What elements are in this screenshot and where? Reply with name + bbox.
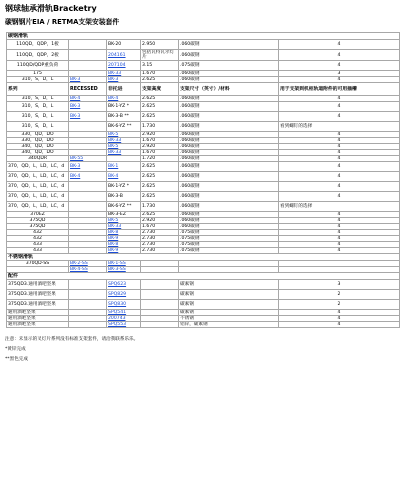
cell-series: 432 <box>7 236 69 242</box>
cell-size-material: .060碳钢 <box>179 192 279 202</box>
cell-slots: 看到螺钉的选择 <box>279 122 400 132</box>
table-row <box>7 162 400 172</box>
cell-series: 110QD，QDP，2板 <box>7 50 69 61</box>
cell-size-material: .060碳钢 <box>179 172 279 182</box>
cell-height: 1.670 <box>141 138 179 144</box>
cell-series: 375QD <box>7 218 69 224</box>
header-recessed: RECESSED <box>69 83 107 96</box>
part-number-link[interactable]: BK-4 <box>108 96 119 101</box>
cell-series: 433 <box>7 248 69 254</box>
cell-series: 375QD <box>7 224 69 230</box>
cell-slots: 4 <box>279 96 400 102</box>
cell-nontray: BK-20 <box>107 40 141 50</box>
cell-height: 2.625 <box>141 212 179 218</box>
cell-size-material: .075碳钢 <box>179 242 279 248</box>
cell-recessed <box>69 112 107 122</box>
header-series: 系列 <box>7 83 69 96</box>
section-heading-row <box>7 254 400 261</box>
cell-height: 2.730 <box>141 242 179 248</box>
cell-slots: 2 <box>279 300 400 310</box>
cell-slots: 4 <box>279 132 400 138</box>
part-number-link[interactable]: BK-33 <box>108 71 122 76</box>
cell-height: 2.920 <box>141 144 179 150</box>
section-heading-row <box>7 33 400 40</box>
cell-slots: 4 <box>279 310 400 316</box>
cell-height: 2.625 <box>141 162 179 172</box>
cell-size-material: 不锈钢 <box>179 316 279 322</box>
header-height: 支架高度 <box>141 83 179 96</box>
cell-series: 370QD-SS <box>7 261 69 267</box>
cell-height: 2.950 <box>141 40 179 50</box>
part-number-link[interactable]: SPQ541 <box>108 310 127 315</box>
cell-size-material: .075碳钢 <box>179 248 279 254</box>
cell-slots: 4 <box>279 144 400 150</box>
footnote-text: 注意：未显示的叉灯片系列没有标准支架套件，请洽我联系乐乐。 <box>5 337 139 342</box>
cell-nontray <box>107 300 141 310</box>
cell-height: 1.670 <box>141 150 179 156</box>
cell-size-material: .060碳钢 <box>179 132 279 138</box>
cell-series: 310，S，D，L <box>7 112 69 122</box>
cell-slots: 4 <box>279 192 400 202</box>
cell-size-material: .060碳钢 <box>179 144 279 150</box>
table-row <box>7 300 400 310</box>
cell-height: 1.730 <box>141 202 179 212</box>
recessed-part-link[interactable]: BK-4 <box>70 96 81 101</box>
cell-nontray <box>107 322 141 328</box>
table-row <box>7 61 400 71</box>
cell-recessed <box>69 300 107 310</box>
section-title: 配件 <box>7 273 400 280</box>
cell-height: 2.625 <box>141 77 179 83</box>
table-row <box>7 202 400 212</box>
cell-series: 370，QD，L，LD，LC，d <box>7 202 69 212</box>
cell-size-material: .060碳钢 <box>179 218 279 224</box>
cell-size-material: .060碳钢 <box>179 202 279 212</box>
cell-height: 3.15 <box>141 61 179 71</box>
cell-nontray <box>107 61 141 71</box>
cell-recessed <box>69 40 107 50</box>
cell-series: 370EZ <box>7 212 69 218</box>
cell-size-material: .060碳钢 <box>179 150 279 156</box>
recessed-part-link[interactable]: BK-4 <box>70 174 81 179</box>
part-number-link[interactable]: SPQ553 <box>108 322 127 327</box>
cell-recessed <box>69 162 107 172</box>
cell-slots: 4 <box>279 230 400 236</box>
cell-size-material: .060碳钢 <box>179 71 279 77</box>
part-number-link[interactable]: BK-9 <box>108 248 119 253</box>
cell-nontray <box>107 280 141 290</box>
table-row <box>7 182 400 192</box>
cell-slots: 4 <box>279 102 400 112</box>
cell-size-material: .060碳钢 <box>179 156 279 162</box>
cell-recessed <box>69 102 107 112</box>
cell-series: 340，QD，DO <box>7 150 69 156</box>
cell-height: 2.625 <box>141 102 179 112</box>
cell-size-material: .060碳钢 <box>179 182 279 192</box>
recessed-part-link[interactable]: BK-4-SS <box>70 267 88 272</box>
cell-nontray: BK-3-B ** <box>107 112 141 122</box>
cell-size-material: .075碳钢 <box>179 230 279 236</box>
cell-height <box>141 290 179 300</box>
cell-height <box>141 280 179 290</box>
part-number-link[interactable]: SPQ830 <box>108 302 127 307</box>
part-number-link[interactable]: BK-33 <box>108 138 122 143</box>
cell-series: 310，S，D，L <box>7 102 69 112</box>
part-number-link[interactable]: BK-5 <box>108 218 119 223</box>
cell-nontray: BK-1-YZ * <box>107 182 141 192</box>
cell-height: 2.730 <box>141 248 179 254</box>
cell-series: 370，QD，L，LD，LC，d <box>7 162 69 172</box>
part-number-link[interactable]: BK-33 <box>108 150 122 155</box>
cell-recessed <box>69 202 107 212</box>
header-nontray: 非托进 <box>107 83 141 96</box>
cell-size-material: .075碳钢 <box>179 61 279 71</box>
recessed-part-link[interactable]: BK-55 <box>70 156 84 161</box>
cell-recessed <box>69 50 107 61</box>
table-row <box>7 322 400 328</box>
cell-slots: 4 <box>279 138 400 144</box>
part-number-link[interactable]: BK-33 <box>108 224 122 229</box>
part-number-link[interactable]: SPQ829 <box>108 292 127 297</box>
cell-size-material: .060碳钢 <box>179 224 279 230</box>
cell-series: 330，QD，DO <box>7 132 69 138</box>
cell-slots: 4 <box>279 77 400 83</box>
cell-series: 340，QD，DO <box>7 144 69 150</box>
part-number-link[interactable]: BK-3 <box>108 77 119 82</box>
part-number-link[interactable]: BK-1 <box>108 164 119 169</box>
cell-slots: 3 <box>279 71 400 77</box>
part-number-link[interactable]: BK-8 <box>108 242 119 247</box>
page-subtitle: 碳钢钢片EIA / RETMA支架安装套件 <box>5 18 120 26</box>
cell-slots: 4 <box>279 316 400 322</box>
table-row <box>7 280 400 290</box>
cell-recessed <box>69 280 107 290</box>
cell-slots: 4 <box>279 236 400 242</box>
part-number-link[interactable]: BK-5 <box>108 144 119 149</box>
table-row <box>7 112 400 122</box>
cell-recessed <box>69 182 107 192</box>
cell-nontray: BK-6-YZ ** <box>107 122 141 132</box>
cell-slots: 4 <box>279 150 400 156</box>
cell-height: 2.625 <box>141 96 179 102</box>
cell-nontray: BK-6-YZ ** <box>107 202 141 212</box>
table-row <box>7 172 400 182</box>
table-row <box>7 102 400 112</box>
part-number-link[interactable]: 204161 <box>108 52 126 58</box>
part-number-link[interactable]: 207104 <box>108 63 126 68</box>
part-number-link[interactable]: BK-4 <box>108 174 119 179</box>
cell-size-material: .060碳钢 <box>179 138 279 144</box>
cell-height: 1.670 <box>141 71 179 77</box>
recessed-part-link[interactable]: BK-3 <box>70 77 81 82</box>
cell-nontray <box>107 172 141 182</box>
cell-height: 2.625 <box>141 172 179 182</box>
part-number-link[interactable]: BK-9 <box>108 236 119 241</box>
cell-height: 2.625 <box>141 112 179 122</box>
cell-slots: 4 <box>279 218 400 224</box>
cell-series: 110QD/QDP重负荷 <box>7 61 69 71</box>
cell-height: 2.920 <box>141 132 179 138</box>
recessed-part-link[interactable]: BK-3 <box>70 164 81 169</box>
cell-recessed <box>69 192 107 202</box>
cell-series: 370，QD，L，LD，LC，d <box>7 172 69 182</box>
section-title: 碳钢滑轨 <box>7 33 400 40</box>
cell-nontray: BK-1-YZ * <box>107 102 141 112</box>
cell-slots: 4 <box>279 50 400 61</box>
cell-slots: 4 <box>279 162 400 172</box>
cell-height: 2.730 <box>141 230 179 236</box>
cell-nontray: BK-3-B <box>107 192 141 202</box>
part-number-link[interactable]: BK-5 <box>108 132 119 137</box>
cell-slots: 4 <box>279 40 400 50</box>
cell-recessed <box>69 122 107 132</box>
cell-height <box>141 300 179 310</box>
cell-height: 1.730 <box>141 122 179 132</box>
cell-series: 310，S，D，L <box>7 96 69 102</box>
cell-slots: 4 <box>279 224 400 230</box>
section-title: 不锈钢滑轨 <box>7 254 400 261</box>
cell-height: 1.670 <box>141 224 179 230</box>
recessed-part-link[interactable]: BK-3 <box>70 104 81 109</box>
cell-recessed <box>69 290 107 300</box>
cell-recessed <box>69 61 107 71</box>
cell-size-material: 碳素钢 <box>179 290 279 300</box>
part-number-link[interactable]: SPQ623 <box>108 282 127 287</box>
cell-slots: 4 <box>279 156 400 162</box>
cell-recessed <box>69 322 107 328</box>
cell-series: 310，S，D，L <box>7 77 69 83</box>
cell-series: 通用酒吧坚果 <box>7 310 69 316</box>
cell-series: 375QD3.通用酒吧坚果 <box>7 280 69 290</box>
cell-series: 通用酒吧坚果 <box>7 322 69 328</box>
cell-recessed <box>69 172 107 182</box>
page-title: 钢球轴承滑轨Bracketry <box>5 4 97 13</box>
cell-series: 310，S，D，L <box>7 122 69 132</box>
recessed-part-link[interactable]: BK-3 <box>70 114 81 119</box>
cell-size-material: .060碳钢 <box>179 112 279 122</box>
cell-slots: 看到螺钉的选择 <box>279 202 400 212</box>
cell-slots: 4 <box>279 248 400 254</box>
cell-series: 通用酒吧坚果 <box>7 316 69 322</box>
part-number-link[interactable]: BK-8 <box>108 230 119 235</box>
cell-height: 1.720 <box>141 156 179 162</box>
cell-height: 2.920 <box>141 218 179 224</box>
cell-height: 2.730 <box>141 236 179 242</box>
cell-size-material: .075碳钢 <box>179 236 279 242</box>
cell-slots: 4 <box>279 212 400 218</box>
bracket-kit-table <box>6 32 400 328</box>
cell-size-material: .060碳钢 <box>179 50 279 61</box>
cell-size-material: .060碳钢 <box>179 162 279 172</box>
cell-size-material: .060碳钢 <box>179 102 279 112</box>
cell-size-material: 碳素钢 <box>179 310 279 316</box>
cell-series: 370，QD，L，LD，LC，d <box>7 192 69 202</box>
cell-slots: 4 <box>279 61 400 71</box>
finish-footnote: **黑色完成 <box>5 357 28 362</box>
cell-slots: 4 <box>279 182 400 192</box>
cell-height <box>141 322 179 328</box>
cell-size-material: 碳素钢 <box>179 300 279 310</box>
cell-slots: 3 <box>279 280 400 290</box>
cell-nontray <box>107 50 141 61</box>
cell-size-material: .060碳钢 <box>179 122 279 132</box>
table-row <box>7 290 400 300</box>
cell-height: 2.625 <box>141 182 179 192</box>
recessed-part-link[interactable]: BK-2-SS <box>70 261 88 266</box>
table-header-row <box>7 83 400 96</box>
part-number-link[interactable]: BK-3-SS <box>108 267 126 272</box>
cell-series: 433 <box>7 242 69 248</box>
finish-footnote: *黄锌完成 <box>5 347 26 352</box>
cell-series: 432 <box>7 230 69 236</box>
cell-height: 2.625 <box>141 192 179 202</box>
header-size-material: 支架尺寸（英寸）/材料 <box>179 83 279 96</box>
cell-slots: 4 <box>279 112 400 122</box>
part-number-link[interactable]: 200743 <box>108 316 126 321</box>
table-row <box>7 50 400 61</box>
cell-series: 110QD，QDP，1板 <box>7 40 69 50</box>
cell-series: 375QD3.通用酒吧坚果 <box>7 290 69 300</box>
cell-series: 370，QD，L，LD，LC，d <box>7 182 69 192</box>
cell-size-material: .060碳钢 <box>179 77 279 83</box>
cell-nontray <box>107 290 141 300</box>
cell-slots: 4 <box>279 242 400 248</box>
cell-slots: 4 <box>279 322 400 328</box>
section-heading-row <box>7 273 400 280</box>
table-row <box>7 192 400 202</box>
cell-series: 175 <box>7 71 69 77</box>
cell-series: 340QDR <box>7 156 69 162</box>
table-row <box>7 122 400 132</box>
cell-series: 375QD3.通用酒吧坚果 <box>7 300 69 310</box>
cell-size-material: .060碳钢 <box>179 40 279 50</box>
table-row <box>7 40 400 50</box>
cell-size-material: 铝锌，碳素钢 <box>179 322 279 328</box>
cell-series: 330，QD，DO <box>7 138 69 144</box>
cell-nontray: BK-3-EZ <box>107 212 141 218</box>
cell-size-material: .060碳钢 <box>179 212 279 218</box>
cell-size-material: .060碳钢 <box>179 96 279 102</box>
cell-nontray <box>107 162 141 172</box>
header-slots: 用于支架到机柜轨道附件的可用插槽 <box>279 83 400 96</box>
part-number-link[interactable]: BK-1-SS <box>108 261 126 266</box>
cell-slots: 4 <box>279 172 400 182</box>
cell-height: 包括瓦特瓦尔灯片 <box>141 50 179 61</box>
cell-slots: 2 <box>279 290 400 300</box>
cell-size-material: 碳素钢 <box>179 280 279 290</box>
